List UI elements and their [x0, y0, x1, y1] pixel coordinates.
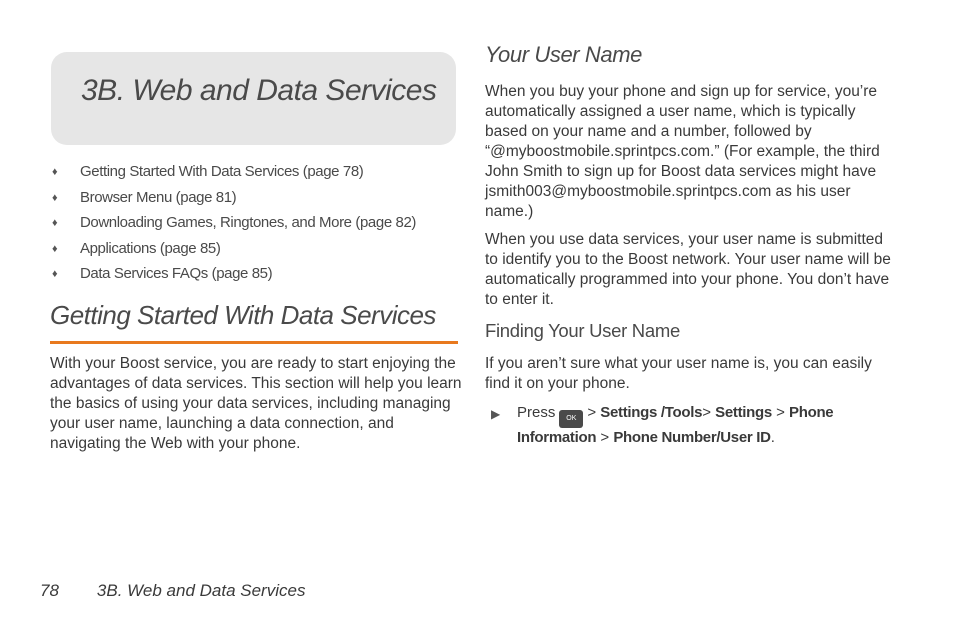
diamond-bullet-icon: ♦ [52, 217, 58, 229]
ok-key-icon: OK [559, 410, 583, 428]
page-footer [40, 581, 305, 601]
diamond-bullet-icon: ♦ [52, 268, 58, 280]
section-intro-paragraph: With your Boost service, you are ready to start enjoying the advantages of data services. This section will help you learn the basics of using your data services, including managing your user name, launching a data connection, and navigating the Web with your phone. [50, 355, 462, 452]
user-name-paragraph-2: When you use data services, your user name is submitted to identify you to the Boost network. Your user name will be automatically programmed into your phone. You don’t have to enter it. [485, 231, 891, 308]
toc-item-label: Browser Menu (page 81) [80, 188, 237, 206]
toc-item-label: Downloading Games, Ringtones, and More (page 82) [80, 214, 417, 231]
user-name-paragraph-1: When you buy your phone and sign up for service, you’re automatically assigned a user name, which is typically based on your name and a number, followed by “@myboostmobile.sprintpcs.com.” (For example, the third John Smith to sign up for Boost data services might have jsmith003@myboostmobile.sprintpcs.com as his user name.) [485, 83, 880, 220]
toc-item-label: Data Services FAQs (page 85) [80, 265, 273, 282]
menu-path-phone-number-user-id: Phone Number/User ID [613, 429, 771, 446]
menu-path-phone-information: Phone Information [517, 404, 834, 446]
toc-item-label: Applications (page 85) [80, 239, 221, 257]
menu-path-settings: Settings [715, 404, 772, 421]
menu-path-settings-tools: Settings /Tools [600, 404, 703, 421]
step-separator: > [600, 429, 610, 446]
step-arrow-icon: ▶ [491, 407, 501, 421]
section-title-underline [50, 341, 458, 344]
chapter-title-box [51, 52, 456, 145]
page-number: 78 [40, 581, 59, 600]
user-name-heading: Your User Name [485, 42, 643, 67]
toc-item-label: Getting Started With Data Services (page 78) [80, 163, 364, 180]
diamond-bullet-icon: ♦ [52, 166, 58, 178]
footer-chapter-title: 3B. Web and Data Services [96, 581, 306, 600]
toc-item[interactable] [50, 212, 460, 238]
finding-user-name-heading: Finding Your User Name [485, 320, 680, 341]
step-separator: > [587, 404, 597, 421]
step-text [517, 403, 877, 448]
section-title: Getting Started With Data Services [50, 300, 436, 330]
step-separator: > [776, 404, 785, 421]
chapter-contents-list [50, 161, 460, 289]
diamond-bullet-icon: ♦ [52, 242, 58, 255]
step-separator: > [702, 404, 711, 421]
toc-item[interactable] [50, 187, 460, 213]
toc-item[interactable] [50, 238, 460, 264]
toc-item[interactable] [50, 161, 460, 187]
diamond-bullet-icon: ♦ [52, 191, 58, 204]
finding-user-name-paragraph: If you aren’t sure what your user name is, you can easily find it on your phone. [485, 355, 872, 392]
chapter-title: 3B. Web and Data Services [81, 74, 437, 107]
step-end: . [770, 429, 775, 446]
toc-item[interactable] [50, 263, 460, 289]
step-press-label: Press [517, 404, 556, 421]
